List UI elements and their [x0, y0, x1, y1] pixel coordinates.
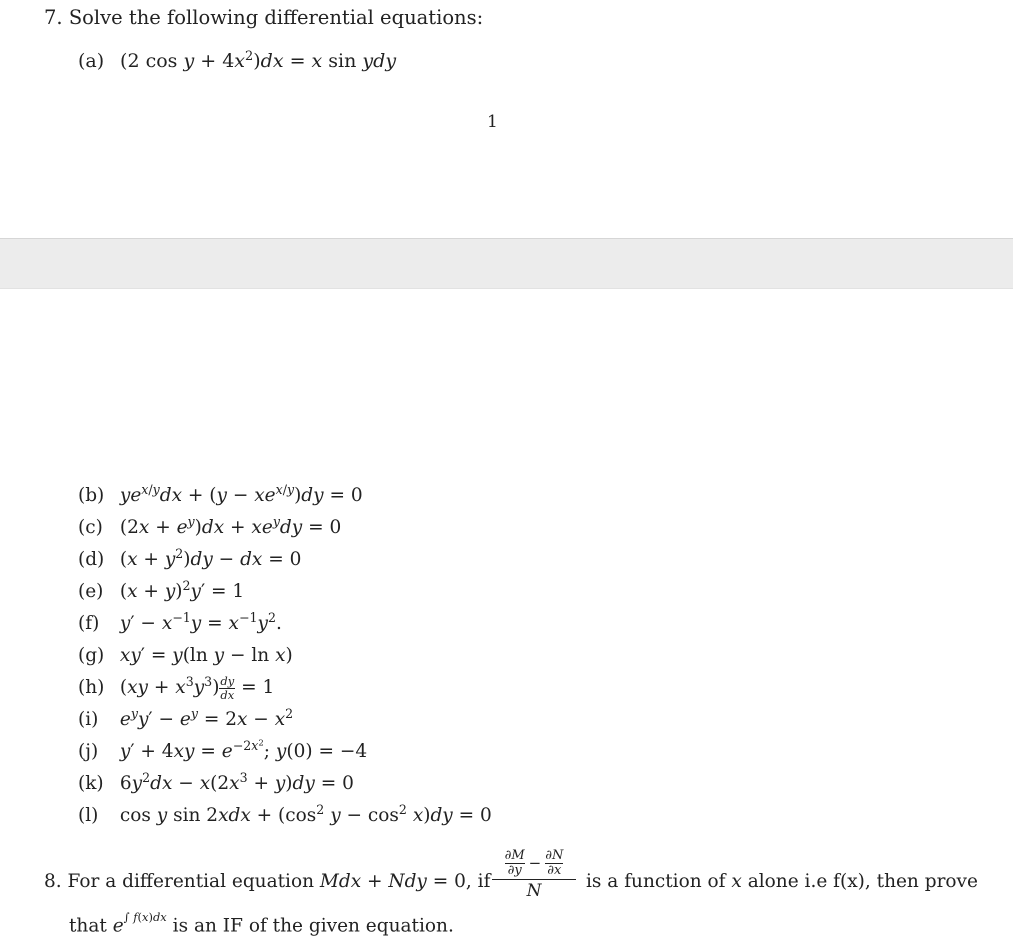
part-label: (f): [78, 613, 100, 634]
dy-dx-fraction: $\frac{dy}{dx}$: [220, 674, 235, 702]
equation: $y' + 4xy = e^{-2x^2}$; y(0) = −4: [119, 738, 368, 762]
equation: $(x + y^2)dy$ − dx = 0: [119, 546, 302, 570]
equation: cos y $\sin 2xdx + (\cos^2$ $y - \cos^2 x)dy = 0$: [119, 802, 492, 826]
part-d: [78, 547, 492, 579]
part-label: (l): [78, 805, 99, 826]
question-number: 7.: [44, 6, 63, 29]
partial-m-partial-y: ∂M ∂y: [504, 847, 525, 878]
question-heading-text: Solve the following differential equations:: [68, 6, 484, 29]
equation: xy′ = y(ln y − ln x): [119, 645, 293, 666]
part-l: [78, 803, 492, 835]
part-label: (k): [78, 773, 104, 794]
part-label: (d): [78, 549, 105, 570]
part-label: (c): [78, 517, 103, 538]
part-b: [78, 483, 492, 515]
part-f: [78, 611, 492, 643]
equation: $e^yy' - e^y = 2x - x^2$: [119, 706, 294, 730]
part-h: [78, 675, 492, 707]
equation: $y' - x^{-1}y = x^{-1}y^2$.: [119, 610, 282, 634]
integrating-factor-condition-fraction: [492, 848, 576, 901]
part-k: [78, 771, 492, 803]
equation: $(xy + x^3y^3)$ $\frac{dy}{dx}$ = 1: [119, 674, 275, 702]
question-8-text-after: is a function of x alone i.e f(x), then prove: [586, 871, 978, 892]
equation: $(x + y)^2y' = 1$: [119, 578, 245, 602]
part-label: (e): [78, 581, 104, 602]
equation-list: [78, 483, 492, 835]
part-a: [78, 50, 396, 72]
part-label: (j): [78, 741, 99, 762]
question-8-line-2: that $e^{\int f(x)dx}$ is an IF of the given equation.: [69, 910, 454, 937]
equation: $ye^{x/y}dx + (y - xe^{x/y})dy = 0$: [119, 482, 363, 506]
partial-n-partial-x: $\frac{\partial N}{\partial x}$: [545, 847, 564, 878]
page-break-gap: [0, 238, 1013, 289]
part-e: [78, 579, 492, 611]
question-number: 8.: [44, 871, 62, 892]
page-number: 1: [487, 112, 498, 132]
minus-sign: −: [528, 854, 542, 872]
integral-exponent: ∫ f(x)dx: [123, 910, 167, 924]
part-label: (a): [78, 50, 105, 72]
question-8-line-1: [44, 871, 490, 892]
question-8-text-before: For a differential equation Mdx + Ndy = 0, if: [67, 871, 491, 892]
part-j: [78, 739, 492, 771]
fraction-denominator: N: [526, 881, 542, 901]
part-c: [78, 515, 492, 547]
part-label: (i): [78, 709, 99, 730]
equation: (2 $\cos y + 4x^2)dx = x$ sin ydy: [120, 48, 397, 72]
part-i: [78, 707, 492, 739]
question-8-line-2-end: is an IF of the given equation.: [172, 915, 454, 937]
question-7-heading: [44, 6, 483, 29]
equation: $6y^2dx - x(2x^3 + y)dy = 0$: [119, 770, 354, 794]
part-label: (g): [78, 645, 105, 666]
equation: $(2x + e^y)dx + xe^ydy = 0$: [119, 514, 342, 538]
part-label: (h): [78, 677, 105, 698]
part-g: [78, 643, 492, 675]
part-label: (b): [78, 485, 105, 506]
